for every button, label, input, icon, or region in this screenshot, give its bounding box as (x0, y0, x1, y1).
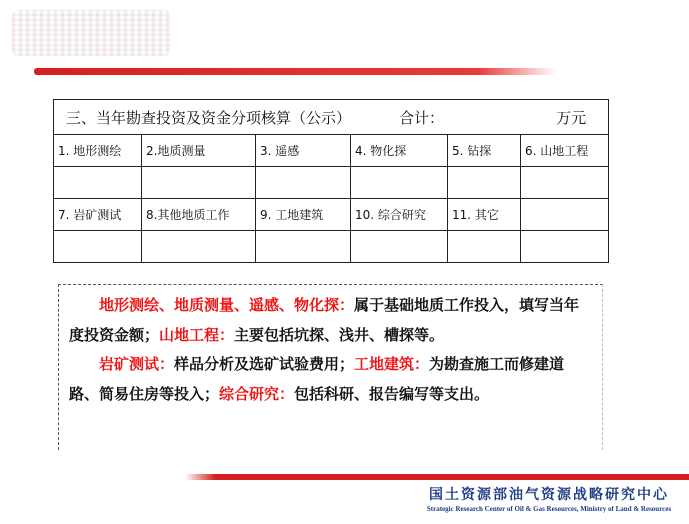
term-comprehensive-research: 综合研究： (219, 384, 295, 403)
value-cell[interactable] (142, 167, 256, 199)
term-trenching: 山地工程： (159, 325, 235, 344)
value-cell[interactable] (521, 167, 609, 199)
header-red-bar (34, 68, 556, 75)
table-title-row (54, 100, 609, 135)
table-row (54, 135, 609, 167)
cell-remote-sensing: 3. 遥感 (256, 135, 351, 167)
value-cell[interactable] (256, 230, 351, 262)
table-row-values (54, 230, 609, 262)
value-cell[interactable] (54, 230, 142, 262)
description-paragraph-1 (59, 285, 602, 350)
table-row (54, 199, 609, 231)
text-trenching: 主要包括坑探、浅井、槽探等。 (234, 325, 445, 344)
value-cell[interactable] (448, 230, 521, 262)
table-title: 三、当年勘查投资及资金分项核算（公示） (66, 108, 352, 127)
value-cell[interactable] (448, 167, 521, 199)
value-cell[interactable] (256, 167, 351, 199)
description-paragraph-2 (59, 350, 602, 409)
cell-comprehensive-research: 10. 综合研究 (351, 199, 448, 231)
value-cell[interactable] (142, 230, 256, 262)
cell-drilling: 5. 钻探 (448, 135, 521, 167)
table-row-values (54, 167, 609, 199)
investment-table (53, 99, 608, 263)
cell-other-geological-work: 8.其他地质工作 (142, 199, 256, 231)
cell-trenching-works: 6. 山地工程 (521, 135, 609, 167)
value-cell[interactable] (521, 230, 609, 262)
value-cell[interactable] (54, 167, 142, 199)
header-logo-watermark (12, 10, 170, 56)
value-cell[interactable] (351, 230, 448, 262)
value-cell[interactable] (351, 167, 448, 199)
text-comprehensive-research: 包括科研、报告编写等支出。 (294, 384, 490, 403)
text-rock-testing: 样品分析及选矿试验费用； (174, 355, 355, 373)
cell-topographic-survey: 1. 地形测绘 (54, 135, 142, 167)
total-unit: 万元 (556, 108, 587, 127)
footer-org-name-en: Strategic Research Center of Oil & Gas Resources, Ministry of Land & Resources (426, 505, 672, 513)
total-label: 合计： (399, 108, 445, 127)
term-site-construction: 工地建筑： (354, 355, 430, 373)
cell-site-construction: 9. 工地建筑 (256, 199, 351, 231)
text-site-construction: 为勘查施工而修建道路、简易住房等投入； (69, 355, 565, 403)
cell-geophysical-geochemical: 4. 物化探 (351, 135, 448, 167)
footer-red-bar (185, 474, 689, 480)
cell-geological-survey: 2.地质测量 (142, 135, 256, 167)
term-rock-testing: 岩矿测试： (99, 355, 175, 373)
text-basic-geology: 属于基础地质工作投入，填写当年度投资金额； (69, 296, 580, 344)
term-basic-geology: 地形测绘、地质测量、遥感、物化探： (99, 296, 355, 314)
footer-org-name-cn: 国土资源部油气资源战略研究中心 (429, 487, 669, 503)
description-box (58, 284, 603, 450)
cell-rock-mineral-testing: 7. 岩矿测试 (54, 199, 142, 231)
cell-other: 11. 其它 (448, 199, 521, 231)
cell-empty (521, 199, 609, 231)
